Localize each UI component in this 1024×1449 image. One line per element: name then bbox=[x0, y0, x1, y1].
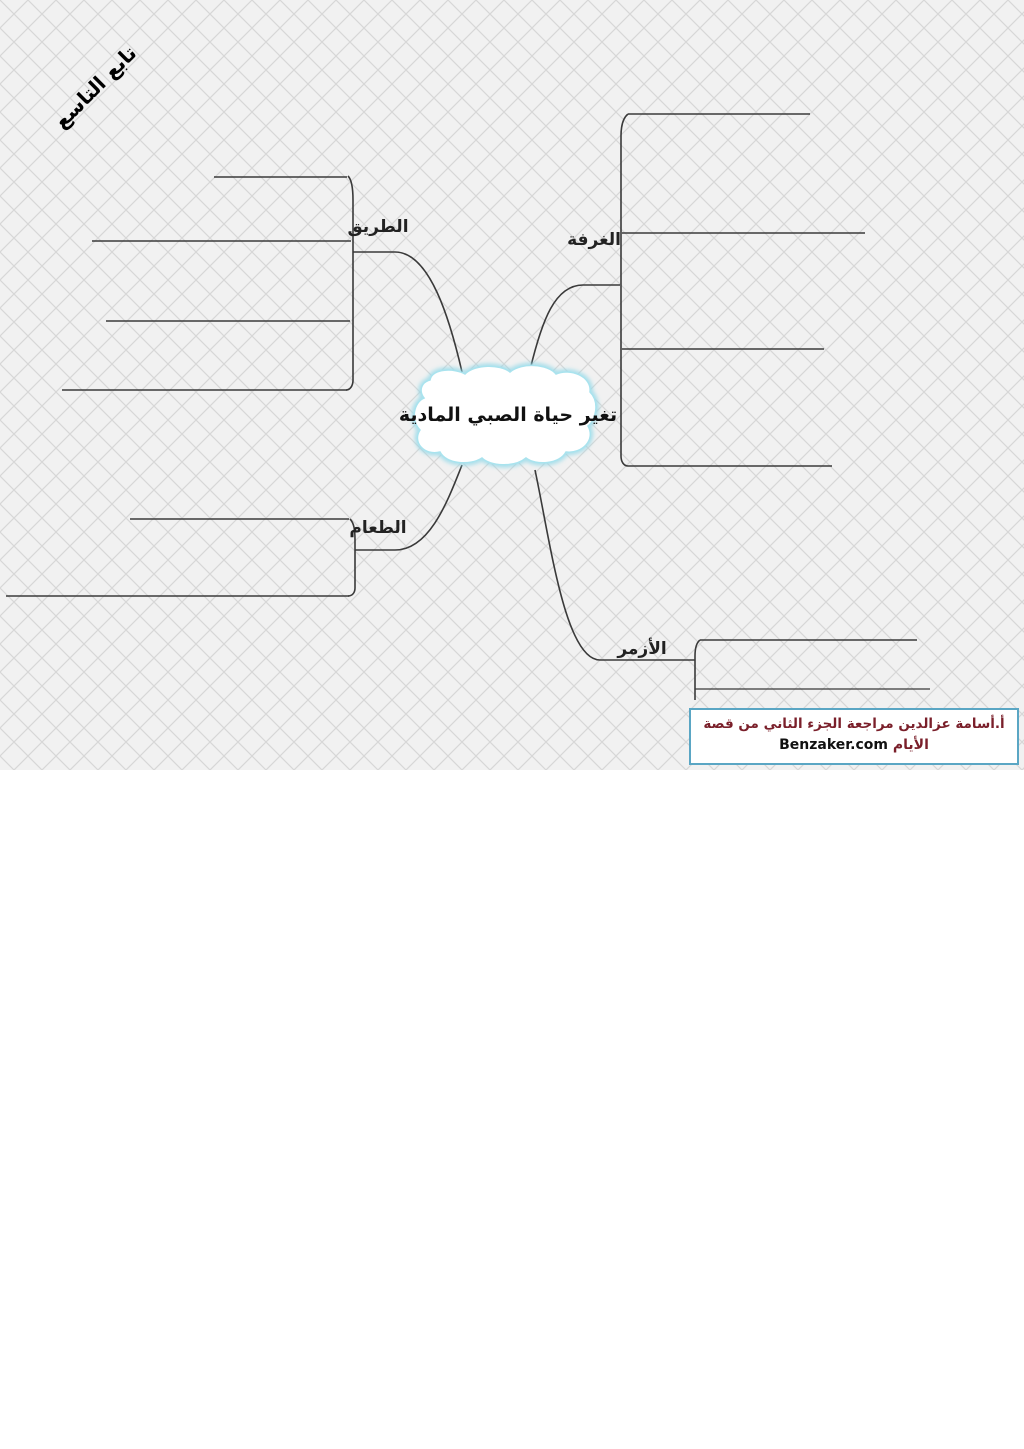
branch-label-clothes: الأزمر bbox=[617, 639, 667, 659]
credit-line-2 bbox=[691, 734, 1017, 756]
credit-line-1: أ.أسامة عزالدين مراجعة الجزء الثاني من قصة bbox=[703, 716, 1005, 732]
center-label: تغير حياة الصبي المادية bbox=[398, 404, 618, 426]
corner-label: تابع التاسع bbox=[48, 40, 142, 134]
branch-label-road: الطريق bbox=[347, 217, 409, 237]
credit-box bbox=[689, 708, 1019, 765]
center-node bbox=[399, 365, 617, 464]
credit-site-link[interactable]: Benzaker.com bbox=[779, 737, 888, 753]
branch-label-food: الطعام bbox=[349, 518, 407, 538]
branch-label-room: الغرفة bbox=[567, 230, 621, 250]
credit-line-2-arabic: الأيام bbox=[892, 737, 929, 753]
